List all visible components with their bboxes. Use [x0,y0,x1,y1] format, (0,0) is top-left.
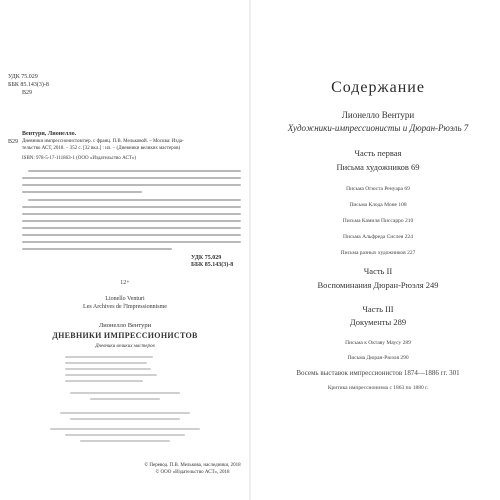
contents-page [262,0,494,500]
udk-code-bottom: УДК 75.029 [191,255,222,261]
cutter-code: В29 [22,90,33,96]
cutter-side: В29 [8,139,19,145]
biblio-line-2: тельство АСТ, 2018. – 352 с. [32 вкл.] : ил. – (Дневники великих мастеров) [22,146,181,151]
catalog-author-heading: Вентури, Лионелло. [22,131,77,137]
toc-part2-label: Часть II [363,266,393,276]
contents-title [262,79,494,97]
biblio-line-1: Дневники импрессионистов/пер. с франц. П.В. Мельковой. – Москва: Изда- [22,139,184,144]
toc-part1-label: Часть первая [354,148,402,158]
toc-item: Письма Клода Моне 108 [349,202,407,208]
copyright-publisher: © ООО «Издательство АСТ», 2018 [155,470,230,475]
copyright-translation: © Перевод. П.В. Мелькова, наследники, 2018 [144,463,241,468]
russian-author: Лионелло Вентури [98,322,152,329]
toc-item: Письма Альфреда Сислея 224 [342,234,414,240]
original-title: Les Archives de l'Impressionnisme [83,304,167,310]
isbn: ISBN: 978-5-17-111863-1 (ООО «Издательство АСТ») [22,156,136,161]
original-author: Lionello Venturi [105,296,145,302]
toc-item: Письма Дюран-Рюэля 290 [347,355,409,361]
toc-part1-title: Письма художников 69 [336,162,420,172]
toc-item: Восемь выставок импрессионистов 1874—1886 гг. 301 [296,369,460,377]
toc-author: Лионелло Вентури [341,110,415,120]
toc-item: Письма Камиля Писсарро 210 [342,218,414,224]
bbk-code-bottom: ББК 85.143(3)-8 [191,262,234,268]
toc-part2-title: Воспоминания Дюран-Рюэля 249 [317,280,439,290]
udk-code: УДК 75.029 [8,74,38,80]
toc-item: Письма к Октаву Маусу 289 [345,340,411,346]
bbk-code: ББК 85.143(3)-8 [8,82,49,88]
toc-part3-title: Документы 289 [349,317,407,327]
series-name: Дневники великих мастеров [95,344,155,349]
toc-item: Письма разных художников 227 [340,250,416,256]
book-gutter [249,0,251,500]
toc-book-title: Художники-импрессионисты и Дюран-Рюэль 7 [287,123,469,133]
toc-item: Письма Огюста Ренуара 69 [346,186,410,192]
age-mark: 12+ [120,280,130,286]
toc-part3-label: Часть III [362,304,394,314]
toc-item: Критика импрессионизма с 1863 по 1880 г. [327,385,429,391]
russian-title: ДНЕВНИКИ ИМПРЕССИОНИСТОВ [52,331,198,340]
contents-title-text: Содержание [331,79,425,96]
